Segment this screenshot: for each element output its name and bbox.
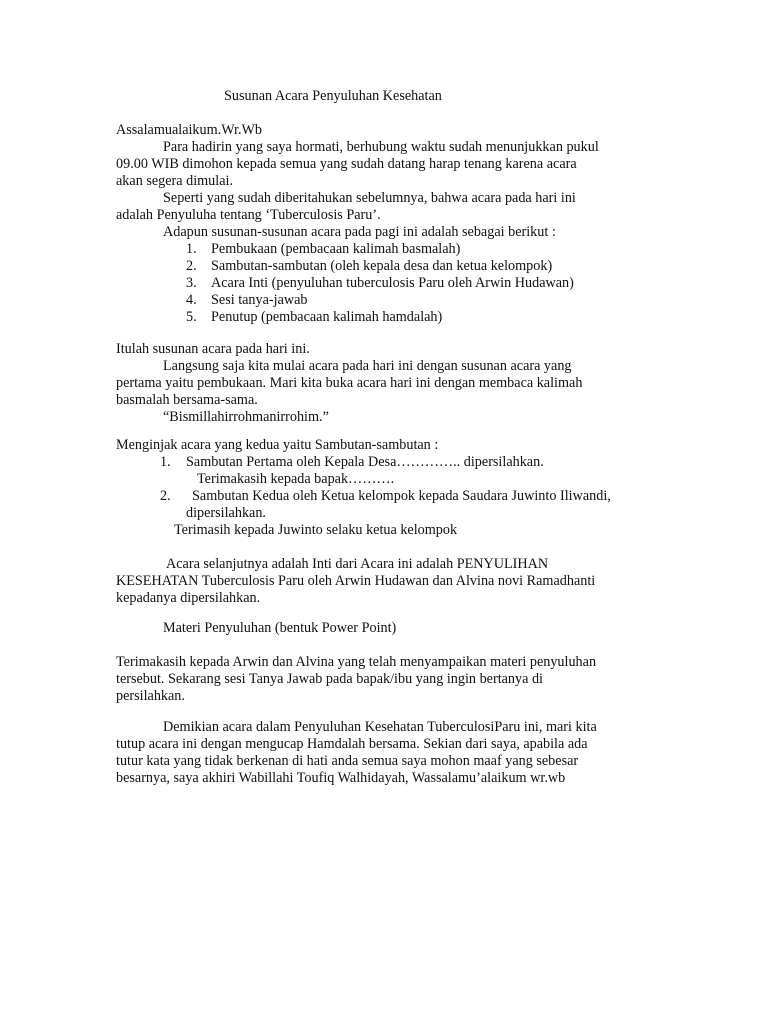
list-text: Terimakasih kepada bapak………. [197, 471, 395, 487]
paragraph-line: Para hadirin yang saya hormati, berhubung waktu sudah menunjukkan pukul [163, 139, 599, 155]
paragraph-line: tutup acara ini dengan mengucap Hamdalah bersama. Sekian dari saya, apabila ada [116, 736, 588, 752]
paragraph-line: Materi Penyuluhan (bentuk Power Point) [163, 620, 397, 636]
list-text: Pembukaan (pembacaan kalimah basmalah) [211, 241, 461, 257]
list-text: Sambutan Kedua oleh Ketua kelompok kepada Saudara Juwinto Iliwandi, [192, 488, 611, 504]
paragraph-line: pertama yaitu pembukaan. Mari kita buka acara hari ini dengan membaca kalimah [116, 375, 583, 391]
bismillah-line: “Bismillahirrohmanirrohim.” [163, 409, 329, 425]
paragraph-line: persilahkan. [116, 688, 185, 704]
paragraph-line: tutur kata yang tidak berkenan di hati anda semua saya mohon maaf yang sebesar [116, 753, 579, 769]
paragraph-line: tersebut. Sekarang sesi Tanya Jawab pada bapak/ibu yang ingin bertanya di [116, 671, 543, 687]
paragraph-line: akan segera dimulai. [116, 173, 233, 189]
document-title: Susunan Acara Penyuluhan Kesehatan [224, 88, 442, 104]
list-text: Terimasih kepada Juwinto selaku ketua kelompok [174, 522, 458, 538]
list-text: Sambutan-sambutan (oleh kepala desa dan ketua kelompok) [211, 258, 553, 274]
list-text: Acara Inti (penyuluhan tuberculosis Paru oleh Arwin Hudawan) [211, 275, 574, 291]
paragraph-line: Demikian acara dalam Penyuluhan Kesehatan TuberculosiParu ini, mari kita [163, 719, 597, 735]
list-number: 4. [186, 292, 197, 308]
list-text: dipersilahkan. [186, 505, 266, 521]
list-number: 5. [186, 309, 197, 325]
paragraph-line: Terimakasih kepada Arwin dan Alvina yang telah menyampaikan materi penyuluhan [116, 654, 597, 670]
list-number: 1. [160, 454, 171, 470]
paragraph-line: Itulah susunan acara pada hari ini. [116, 341, 310, 357]
greeting: Assalamualaikum.Wr.Wb [116, 122, 262, 138]
list-number: 2. [186, 258, 197, 274]
paragraph-line: basmalah bersama-sama. [116, 392, 258, 408]
paragraph-line: Adapun susunan-susunan acara pada pagi ini adalah sebagai berikut : [163, 224, 556, 240]
list-text: Penutup (pembacaan kalimah hamdalah) [211, 309, 443, 325]
paragraph-line: kepadanya dipersilahkan. [116, 590, 261, 606]
paragraph-line: 09.00 WIB dimohon kepada semua yang sudah datang harap tenang karena acara [116, 156, 577, 172]
list-text: Sesi tanya-jawab [211, 292, 308, 308]
paragraph-line: KESEHATAN Tuberculosis Paru oleh Arwin Hudawan dan Alvina novi Ramadhanti [116, 573, 596, 589]
paragraph-line: Acara selanjutnya adalah Inti dari Acara ini adalah PENYULIHAN [166, 556, 549, 572]
list-number: 3. [186, 275, 197, 291]
list-number: 2. [160, 488, 171, 504]
paragraph-line: Menginjak acara yang kedua yaitu Sambutan-sambutan : [116, 437, 439, 453]
paragraph-line: Langsung saja kita mulai acara pada hari ini dengan susunan acara yang [163, 358, 572, 374]
paragraph-line: Seperti yang sudah diberitahukan sebelumnya, bahwa acara pada hari ini [163, 190, 576, 206]
list-text: Sambutan Pertama oleh Kepala Desa………….. dipersilahkan. [186, 454, 544, 470]
paragraph-line: besarnya, saya akhiri Wabillahi Toufiq Walhidayah, Wassalamu’alaikum wr.wb [116, 770, 566, 786]
list-number: 1. [186, 241, 197, 257]
paragraph-line: adalah Penyuluha tentang ‘Tuberculosis Paru’. [116, 207, 381, 223]
